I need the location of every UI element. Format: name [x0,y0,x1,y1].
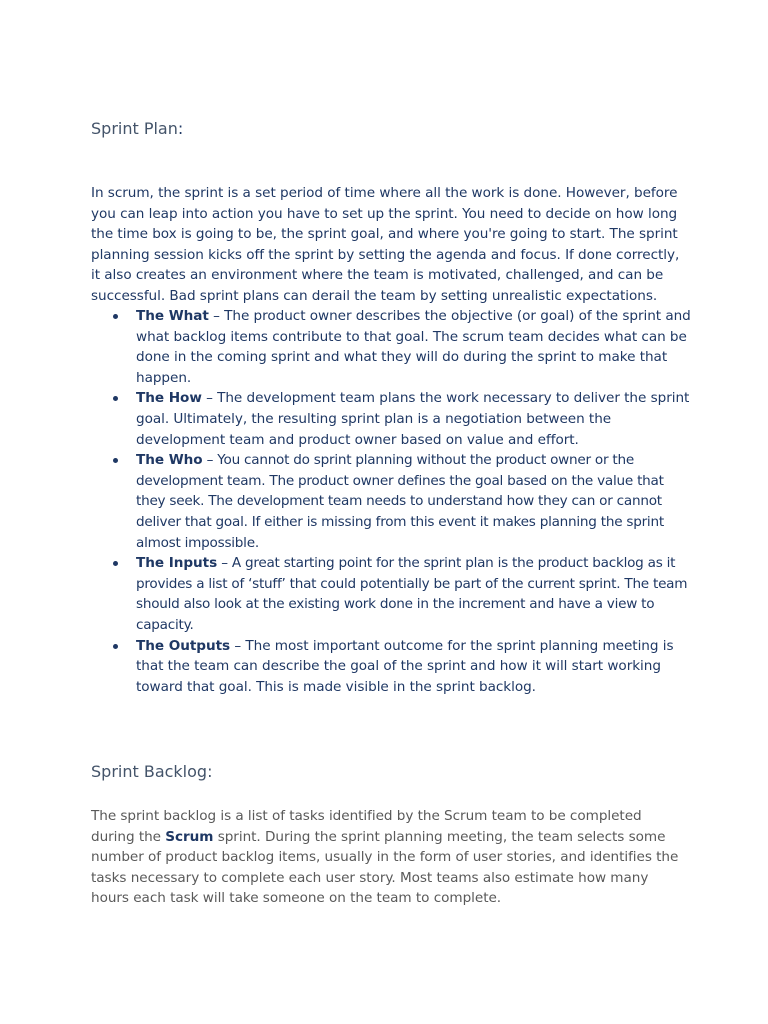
list-item-term: The Outputs [136,637,231,654]
sprint-backlog-heading: Sprint Backlog: [91,762,213,781]
sprint-backlog-emphasis: Scrum [165,828,214,845]
list-item-outputs [91,636,691,698]
list-item-text: – The development team plans the work necessary to deliver the sprint goal. Ultimately, the resulting sprint plan is a negotiation between the development team and product owner based on value and effort. [136,390,690,448]
list-item-term: The Who [136,452,203,469]
list-item-text: – A great starting point for the sprint plan is the product backlog as it provides a list of ‘stuff’ that could potentially be part of the current sprint. The team should also look at the existing work done in the increment and have a view to capacity. [136,555,688,633]
list-item-who [91,450,691,553]
sprint-plan-heading [91,118,183,140]
bullet-icon [113,458,118,463]
list-item-term: The How [136,390,202,407]
bullet-icon [113,396,118,401]
list-item-text: – The most important outcome for the sprint planning meeting is that the team can describe the goal of the sprint and how it will start working toward that goal. This is made visible in the sprint backlog. [136,637,674,695]
list-item-how [91,388,691,450]
bullet-icon [113,644,118,649]
bullet-icon [113,314,118,319]
sprint-backlog-text-after: sprint. During the sprint planning meeting, the team selects some number of product backlog items, usually in the form of user stories, and identifies the tasks necessary to complete each user story. Most teams also estimate how many hours each task will take someone on the team to complete. [91,828,679,907]
list-item-term: The What [136,308,209,324]
list-item-text: – You cannot do sprint planning without the product owner or the development team. The product owner defines the goal based on the value that they seek. The development team needs to understand how they can or cannot deliver that goal. If either is missing from this event it makes planning the sprint almost impossible. [136,452,664,551]
sprint-backlog-text-before: The sprint backlog is a list of tasks identified by the Scrum team to be completed during the [91,808,642,845]
bullet-icon [113,561,118,566]
sprint-plan-intro: In scrum, the sprint is a set period of time where all the work is done. However, before you can leap into action you have to set up the sprint. You need to decide on how long the time box is going to be, the sprint goal, and where you're going to start. The sprint planning session kicks off the sprint by setting the agenda and focus. If done correctly, it also creates an environment where the team is motivated, challenged, and can be successful. Bad sprint plans can derail the team by setting unrealistic expectations. [91,185,680,304]
list-item-term: The Inputs [136,555,218,572]
sprint-backlog-paragraph [91,806,681,909]
sprint-plan-list [91,306,691,697]
list-item-inputs [91,553,691,635]
sprint-plan-heading-colon: : [177,119,184,138]
list-item-what [91,306,691,388]
sprint-plan-heading-text: Sprint Plan [91,119,178,138]
list-item-text: – The product owner describes the objective (or goal) of the sprint and what backlog items contribute to that goal. The scrum team decides what can be done in the coming sprint and what they will do during the sprint to make that happen. [136,308,691,386]
